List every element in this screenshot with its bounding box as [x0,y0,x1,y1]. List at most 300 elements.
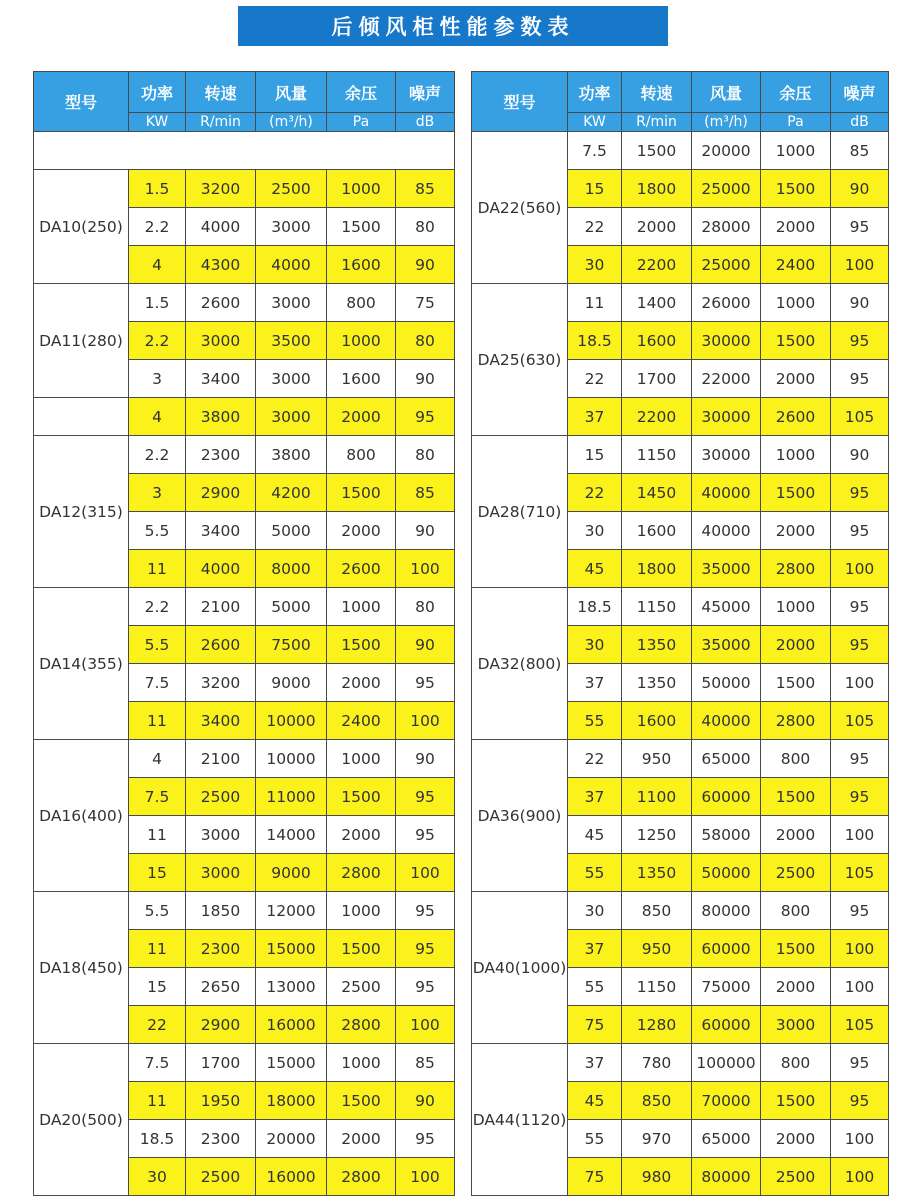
header-noise: 噪声 [831,72,889,113]
power-cell: 37 [568,1044,622,1082]
pressure-cell: 2000 [327,664,396,702]
airflow-cell: 10000 [256,702,327,740]
noise-cell: 95 [396,1120,455,1158]
model-cell: DA14(355) [34,588,129,740]
noise-cell: 95 [831,892,889,930]
speed-cell: 2300 [186,436,256,474]
noise-cell: 95 [396,664,455,702]
airflow-cell: 3000 [256,398,327,436]
noise-cell: 95 [831,626,889,664]
noise-cell: 80 [396,588,455,626]
speed-cell: 3400 [186,360,256,398]
speed-cell: 2900 [186,1006,256,1044]
airflow-cell: 8000 [256,550,327,588]
table-row [34,436,455,474]
airflow-cell: 35000 [692,626,761,664]
noise-cell: 95 [396,816,455,854]
noise-cell: 95 [396,968,455,1006]
speed-cell: 2600 [186,626,256,664]
airflow-cell: 58000 [692,816,761,854]
speed-cell: 1700 [186,1044,256,1082]
power-cell: 7.5 [568,132,622,170]
noise-cell: 100 [831,930,889,968]
speed-cell: 850 [622,892,692,930]
pressure-cell: 1500 [327,208,396,246]
power-cell: 45 [568,1082,622,1120]
speed-cell: 1800 [622,170,692,208]
pressure-cell: 800 [761,740,831,778]
noise-cell: 105 [831,398,889,436]
pressure-cell: 1000 [327,1044,396,1082]
power-cell: 18.5 [568,322,622,360]
airflow-cell: 15000 [256,1044,327,1082]
blank-cell [34,132,455,170]
airflow-cell: 45000 [692,588,761,626]
power-cell: 30 [568,892,622,930]
pressure-cell: 1500 [761,474,831,512]
header-airflow: 风量 [692,72,761,113]
power-cell: 30 [568,246,622,284]
speed-cell: 970 [622,1120,692,1158]
airflow-cell: 3000 [256,284,327,322]
power-cell: 11 [129,702,186,740]
pressure-cell: 2500 [327,968,396,1006]
speed-cell: 2500 [186,1158,256,1196]
noise-cell: 95 [396,930,455,968]
pressure-cell: 1000 [327,588,396,626]
header-speed: 转速 [622,72,692,113]
header-power: 功率 [568,72,622,113]
unit-power: KW [568,113,622,132]
speed-cell: 1150 [622,968,692,1006]
airflow-cell: 75000 [692,968,761,1006]
noise-cell: 100 [396,854,455,892]
airflow-cell: 3000 [256,360,327,398]
noise-cell: 100 [831,816,889,854]
airflow-cell: 3800 [256,436,327,474]
speed-cell: 3000 [186,816,256,854]
speed-cell: 2500 [186,778,256,816]
noise-cell: 100 [396,702,455,740]
power-cell: 7.5 [129,1044,186,1082]
power-cell: 30 [568,512,622,550]
pressure-cell: 2000 [327,816,396,854]
header-model: 型号 [472,72,568,132]
unit-speed: R/min [622,113,692,132]
pressure-cell: 2800 [327,1006,396,1044]
noise-cell: 80 [396,208,455,246]
unit-pressure: Pa [327,113,396,132]
pressure-cell: 1000 [327,170,396,208]
speed-cell: 780 [622,1044,692,1082]
pressure-cell: 1500 [327,626,396,664]
noise-cell: 105 [831,1006,889,1044]
pressure-cell: 2000 [327,512,396,550]
airflow-cell: 40000 [692,474,761,512]
airflow-cell: 5000 [256,512,327,550]
pressure-cell: 1600 [327,360,396,398]
power-cell: 22 [129,1006,186,1044]
pressure-cell: 3000 [761,1006,831,1044]
noise-cell: 90 [396,1082,455,1120]
noise-cell: 75 [396,284,455,322]
power-cell: 15 [568,170,622,208]
power-cell: 1.5 [129,284,186,322]
table-row [34,398,455,436]
pressure-cell: 2000 [761,360,831,398]
noise-cell: 105 [831,854,889,892]
noise-cell: 85 [396,1044,455,1082]
power-cell: 7.5 [129,664,186,702]
airflow-cell: 80000 [692,892,761,930]
pressure-cell: 2000 [761,1120,831,1158]
speed-cell: 3800 [186,398,256,436]
header-power: 功率 [129,72,186,113]
table-row [34,588,455,626]
noise-cell: 80 [396,436,455,474]
speed-cell: 1600 [622,322,692,360]
power-cell: 4 [129,246,186,284]
power-cell: 37 [568,664,622,702]
noise-cell: 85 [396,170,455,208]
table-row [34,1044,455,1082]
airflow-cell: 15000 [256,930,327,968]
pressure-cell: 1500 [761,778,831,816]
power-cell: 4 [129,740,186,778]
power-cell: 11 [129,1082,186,1120]
power-cell: 4 [129,398,186,436]
model-cell: DA40(1000) [472,892,568,1044]
power-cell: 55 [568,968,622,1006]
power-cell: 37 [568,778,622,816]
speed-cell: 1450 [622,474,692,512]
pressure-cell: 2600 [761,398,831,436]
noise-cell: 85 [831,132,889,170]
model-cell: DA32(800) [472,588,568,740]
speed-cell: 850 [622,1082,692,1120]
pressure-cell: 1000 [327,892,396,930]
speed-cell: 980 [622,1158,692,1196]
noise-cell: 100 [831,1120,889,1158]
header-speed: 转速 [186,72,256,113]
noise-cell: 90 [396,360,455,398]
speed-cell: 2650 [186,968,256,1006]
speed-cell: 3200 [186,664,256,702]
pressure-cell: 1000 [761,436,831,474]
power-cell: 5.5 [129,892,186,930]
noise-cell: 90 [831,170,889,208]
airflow-cell: 3000 [256,208,327,246]
power-cell: 22 [568,740,622,778]
pressure-cell: 2000 [327,398,396,436]
spec-table-left [33,71,455,1196]
power-cell: 2.2 [129,208,186,246]
model-cell: DA20(500) [34,1044,129,1196]
speed-cell: 1250 [622,816,692,854]
noise-cell: 95 [831,474,889,512]
power-cell: 37 [568,930,622,968]
pressure-cell: 2800 [761,550,831,588]
speed-cell: 2000 [622,208,692,246]
airflow-cell: 80000 [692,1158,761,1196]
noise-cell: 95 [831,740,889,778]
speed-cell: 1400 [622,284,692,322]
pressure-cell: 2000 [761,208,831,246]
header-airflow: 风量 [256,72,327,113]
airflow-cell: 60000 [692,1006,761,1044]
pressure-cell: 2400 [761,246,831,284]
airflow-cell: 40000 [692,512,761,550]
noise-cell: 100 [831,550,889,588]
airflow-cell: 28000 [692,208,761,246]
pressure-cell: 1000 [761,588,831,626]
pressure-cell: 800 [327,436,396,474]
noise-cell: 90 [831,284,889,322]
power-cell: 11 [129,930,186,968]
pressure-cell: 800 [761,892,831,930]
airflow-cell: 60000 [692,930,761,968]
power-cell: 55 [568,702,622,740]
speed-cell: 1350 [622,854,692,892]
power-cell: 11 [129,816,186,854]
airflow-cell: 11000 [256,778,327,816]
speed-cell: 2600 [186,284,256,322]
header-noise: 噪声 [396,72,455,113]
airflow-cell: 65000 [692,740,761,778]
table-row [472,892,889,930]
power-cell: 11 [129,550,186,588]
speed-cell: 2300 [186,930,256,968]
pressure-cell: 2800 [761,702,831,740]
model-cell: DA12(315) [34,436,129,588]
unit-power: KW [129,113,186,132]
noise-cell: 95 [396,778,455,816]
unit-speed: R/min [186,113,256,132]
pressure-cell: 1500 [761,930,831,968]
pressure-cell: 2000 [761,512,831,550]
airflow-cell: 4000 [256,246,327,284]
noise-cell: 95 [831,208,889,246]
airflow-cell: 2500 [256,170,327,208]
airflow-cell: 9000 [256,664,327,702]
pressure-cell: 1500 [761,322,831,360]
power-cell: 2.2 [129,322,186,360]
noise-cell: 95 [831,512,889,550]
pressure-cell: 2000 [761,816,831,854]
speed-cell: 3000 [186,854,256,892]
speed-cell: 2100 [186,588,256,626]
airflow-cell: 22000 [692,360,761,398]
power-cell: 5.5 [129,626,186,664]
pressure-cell: 2000 [761,626,831,664]
pressure-cell: 2000 [761,968,831,1006]
speed-cell: 1600 [622,702,692,740]
airflow-cell: 50000 [692,664,761,702]
speed-cell: 2100 [186,740,256,778]
noise-cell: 85 [396,474,455,512]
speed-cell: 3000 [186,322,256,360]
table-row [472,132,889,170]
power-cell: 75 [568,1006,622,1044]
airflow-cell: 30000 [692,436,761,474]
airflow-cell: 30000 [692,398,761,436]
noise-cell: 100 [831,968,889,1006]
pressure-cell: 1500 [761,1082,831,1120]
airflow-cell: 50000 [692,854,761,892]
power-cell: 15 [129,854,186,892]
speed-cell: 4000 [186,208,256,246]
speed-cell: 1150 [622,588,692,626]
noise-cell: 80 [396,322,455,360]
unit-airflow: (m³/h) [692,113,761,132]
table-row [472,284,889,322]
power-cell: 18.5 [129,1120,186,1158]
speed-cell: 4300 [186,246,256,284]
pressure-cell: 800 [761,1044,831,1082]
airflow-cell: 25000 [692,246,761,284]
speed-cell: 1350 [622,664,692,702]
noise-cell: 95 [831,1044,889,1082]
table-row [472,740,889,778]
noise-cell: 100 [396,1006,455,1044]
power-cell: 22 [568,360,622,398]
table-row [34,892,455,930]
airflow-cell: 10000 [256,740,327,778]
pressure-cell: 2000 [327,1120,396,1158]
power-cell: 15 [129,968,186,1006]
airflow-cell: 3500 [256,322,327,360]
noise-cell: 100 [831,664,889,702]
pressure-cell: 2500 [761,1158,831,1196]
power-cell: 15 [568,436,622,474]
airflow-cell: 9000 [256,854,327,892]
noise-cell: 95 [831,322,889,360]
power-cell: 2.2 [129,588,186,626]
airflow-cell: 60000 [692,778,761,816]
model-cell [34,398,129,436]
noise-cell: 90 [396,626,455,664]
pressure-cell: 2800 [327,854,396,892]
power-cell: 45 [568,816,622,854]
power-cell: 5.5 [129,512,186,550]
unit-noise: dB [831,113,889,132]
model-cell: DA44(1120) [472,1044,568,1196]
model-cell: DA36(900) [472,740,568,892]
airflow-cell: 5000 [256,588,327,626]
speed-cell: 1700 [622,360,692,398]
table-row-blank [34,132,455,170]
speed-cell: 1350 [622,626,692,664]
page-title: 后倾风柜性能参数表 [238,6,668,46]
speed-cell: 4000 [186,550,256,588]
pressure-cell: 1000 [327,322,396,360]
table-row [34,284,455,322]
model-cell: DA25(630) [472,284,568,436]
unit-pressure: Pa [761,113,831,132]
model-cell: DA10(250) [34,170,129,284]
noise-cell: 90 [831,436,889,474]
noise-cell: 105 [831,702,889,740]
power-cell: 18.5 [568,588,622,626]
speed-cell: 3400 [186,512,256,550]
pressure-cell: 1500 [761,170,831,208]
airflow-cell: 100000 [692,1044,761,1082]
pressure-cell: 1500 [327,778,396,816]
airflow-cell: 14000 [256,816,327,854]
speed-cell: 1150 [622,436,692,474]
pressure-cell: 1600 [327,246,396,284]
airflow-cell: 20000 [256,1120,327,1158]
speed-cell: 1600 [622,512,692,550]
pressure-cell: 1500 [327,930,396,968]
noise-cell: 95 [396,398,455,436]
power-cell: 30 [129,1158,186,1196]
airflow-cell: 20000 [692,132,761,170]
power-cell: 1.5 [129,170,186,208]
noise-cell: 100 [396,1158,455,1196]
airflow-cell: 16000 [256,1006,327,1044]
speed-cell: 3400 [186,702,256,740]
power-cell: 30 [568,626,622,664]
power-cell: 37 [568,398,622,436]
speed-cell: 1100 [622,778,692,816]
airflow-cell: 40000 [692,702,761,740]
power-cell: 55 [568,1120,622,1158]
power-cell: 45 [568,550,622,588]
speed-cell: 1950 [186,1082,256,1120]
airflow-cell: 12000 [256,892,327,930]
noise-cell: 90 [396,512,455,550]
power-cell: 55 [568,854,622,892]
noise-cell: 95 [396,892,455,930]
header-model: 型号 [34,72,129,132]
speed-cell: 1800 [622,550,692,588]
spec-table-right [471,71,889,1196]
noise-cell: 95 [831,360,889,398]
unit-airflow: (m³/h) [256,113,327,132]
power-cell: 75 [568,1158,622,1196]
pressure-cell: 800 [327,284,396,322]
speed-cell: 1850 [186,892,256,930]
power-cell: 2.2 [129,436,186,474]
pressure-cell: 2800 [327,1158,396,1196]
model-cell: DA16(400) [34,740,129,892]
header-pressure: 余压 [327,72,396,113]
model-cell: DA28(710) [472,436,568,588]
noise-cell: 95 [831,778,889,816]
airflow-cell: 65000 [692,1120,761,1158]
airflow-cell: 35000 [692,550,761,588]
speed-cell: 950 [622,740,692,778]
noise-cell: 90 [396,246,455,284]
power-cell: 3 [129,474,186,512]
pressure-cell: 2500 [761,854,831,892]
noise-cell: 100 [831,1158,889,1196]
speed-cell: 1500 [622,132,692,170]
airflow-cell: 18000 [256,1082,327,1120]
table-row [472,436,889,474]
pressure-cell: 1000 [761,132,831,170]
power-cell: 7.5 [129,778,186,816]
power-cell: 22 [568,208,622,246]
airflow-cell: 30000 [692,322,761,360]
speed-cell: 1280 [622,1006,692,1044]
unit-noise: dB [396,113,455,132]
power-cell: 11 [568,284,622,322]
header-pressure: 余压 [761,72,831,113]
model-cell: DA11(280) [34,284,129,398]
noise-cell: 90 [396,740,455,778]
